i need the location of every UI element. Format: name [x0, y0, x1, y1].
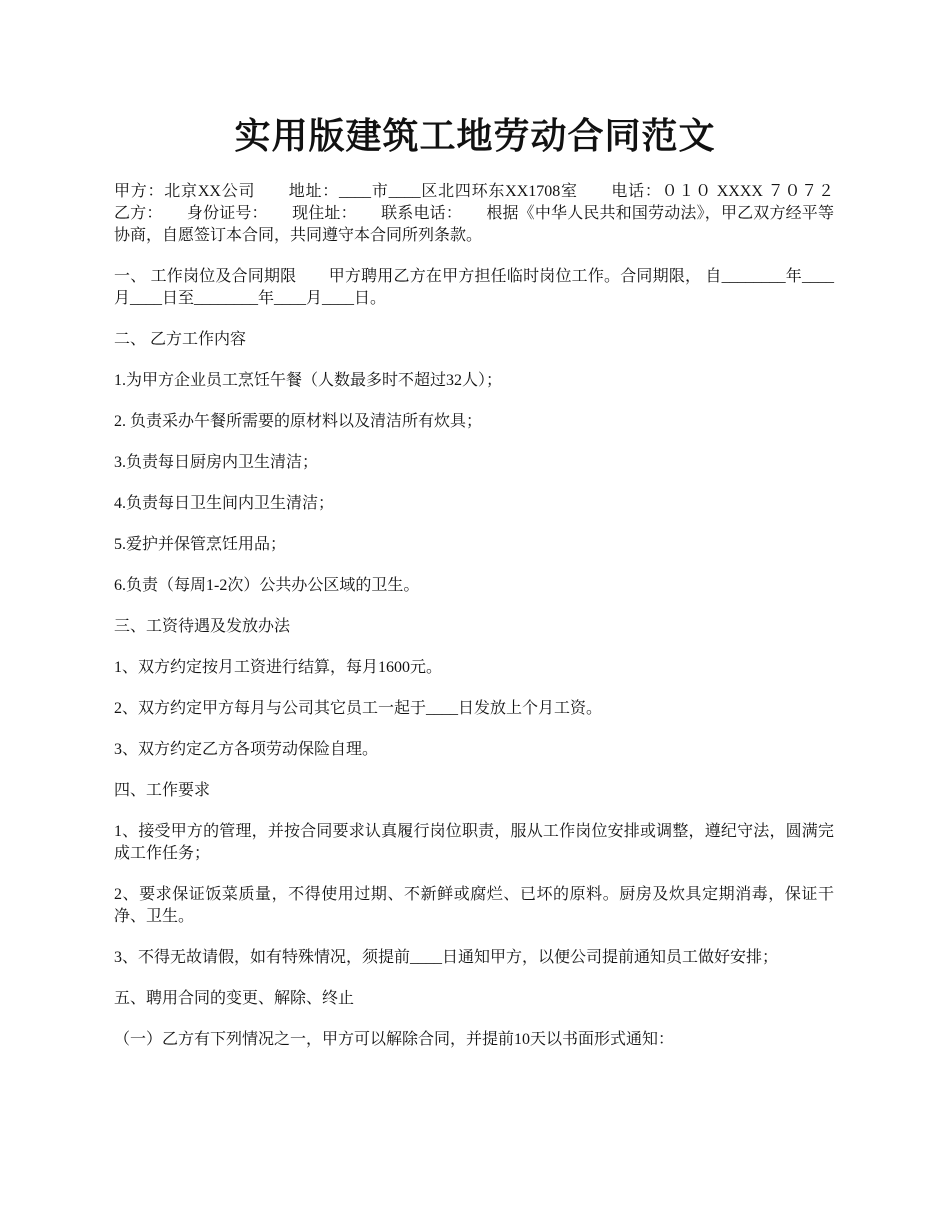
list-item: 6.负责（每周1-2次）公共办公区域的卫生。	[114, 577, 420, 594]
paragraph-section-1: 一、 工作岗位及合同期限 甲方聘用乙方在甲方担任临时岗位工作。合同期限， 自________年____月____日至________年____月____日。	[114, 268, 834, 307]
list-item: 2. 负责采办午餐所需要的原材料以及清洁所有炊具；	[114, 413, 483, 430]
heading-section-3: 三、工资待遇及发放办法	[114, 618, 291, 635]
list-item: 3、双方约定乙方各项劳动保险自理。	[114, 741, 379, 758]
list-item: 1、双方约定按月工资进行结算，每月1600元。	[114, 659, 443, 676]
heading-section-5: 五、聘用合同的变更、解除、终止	[114, 990, 355, 1007]
list-item: （一）乙方有下列情况之一，甲方可以解除合同，并提前10天以书面形式通知：	[114, 1031, 675, 1048]
list-item: 4.负责每日卫生间内卫生清洁；	[114, 495, 335, 512]
paragraph-parties: 甲方：北京XX公司 地址：____市____区北四环东XX1708室 电话：０１０ XXXX ７０７２ 乙方： 身份证号： 现住址： 联系电话： 根据《中华人民共和国劳动法》，甲乙双方经平等协商，自愿签订本合同，共同遵守本合同所列条款。	[114, 183, 867, 244]
heading-section-2: 二、 乙方工作内容	[114, 331, 247, 348]
document-title: 实用版建筑工地劳动合同范文	[234, 116, 716, 156]
list-item: 1、接受甲方的管理，并按合同要求认真履行岗位职责，服从工作岗位安排或调整，遵纪守法，圆满完成工作任务；	[114, 823, 834, 862]
list-item: 1.为甲方企业员工烹饪午餐（人数最多时不超过32人）；	[114, 372, 503, 389]
list-item: 3、不得无故请假，如有特殊情况，须提前____日通知甲方，以便公司提前通知员工做好安排；	[114, 949, 779, 966]
heading-section-4: 四、工作要求	[114, 782, 211, 799]
list-item: 3.负责每日厨房内卫生清洁；	[114, 454, 319, 471]
list-item: 2、双方约定甲方每月与公司其它员工一起于____日发放上个月工资。	[114, 700, 603, 717]
list-item: 5.爱护并保管烹饪用品；	[114, 536, 287, 553]
document-body	[114, 181, 867, 1070]
list-item: 2、要求保证饭菜质量，不得使用过期、不新鲜或腐烂、已坏的原料。厨房及炊具定期消毒，保证干净、卫生。	[114, 886, 834, 925]
